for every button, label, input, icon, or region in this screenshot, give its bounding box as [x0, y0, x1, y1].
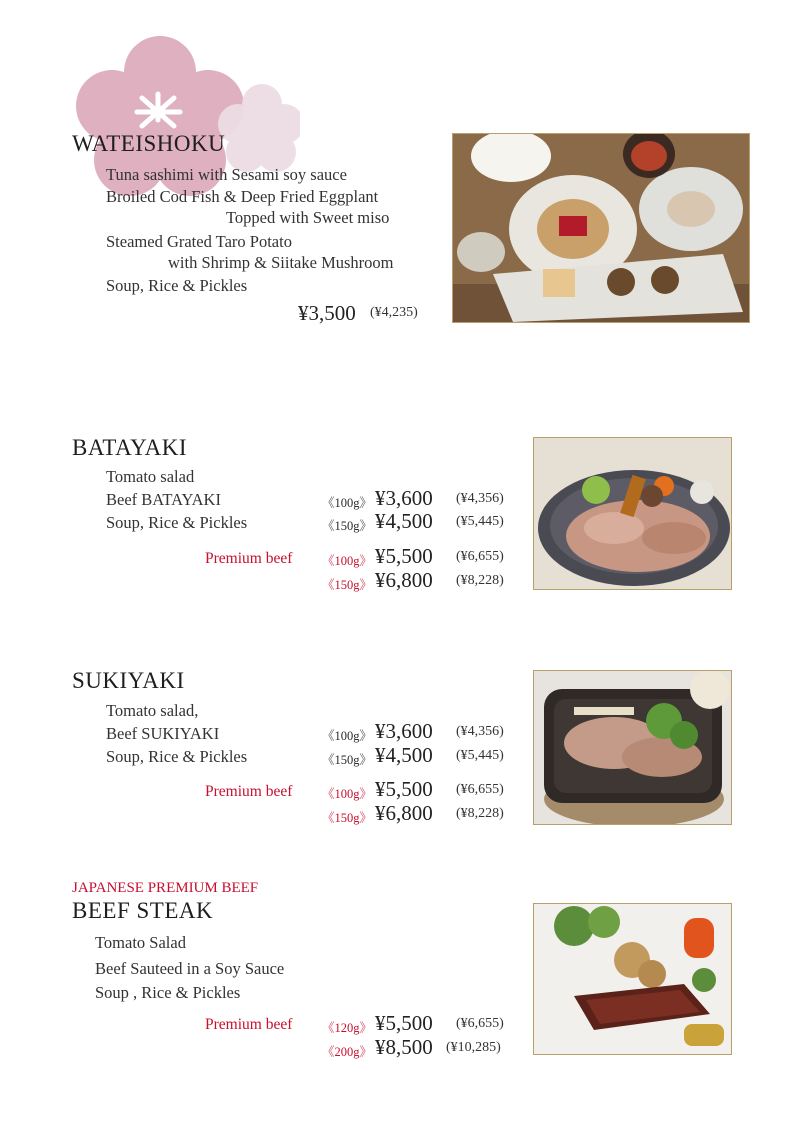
- batayaki-line-3: Soup, Rice & Pickles: [106, 513, 248, 532]
- steak-price-1: ¥5,500: [375, 1011, 433, 1035]
- sukiyaki-line-2: Beef SUKIYAKI: [106, 724, 220, 743]
- sukiyaki-line-1: Tomato salad,: [106, 701, 199, 720]
- batayaki-price-2: ¥4,500: [375, 509, 433, 533]
- steak-premium-label: Premium beef: [205, 1016, 293, 1033]
- steak-tax-1: (¥6,655): [456, 1016, 504, 1031]
- sukiyaki-tax-3: (¥6,655): [456, 782, 504, 797]
- sukiyaki-title: SUKIYAKI: [72, 668, 185, 693]
- batayaki-line-2: Beef BATAYAKI: [106, 490, 221, 509]
- sukiyaki-weight-1: 《100g》: [322, 729, 373, 743]
- wateishoku-line-5: with Shrimp & Siitake Mushroom: [168, 253, 394, 272]
- batayaki-price-3: ¥5,500: [375, 544, 433, 568]
- batayaki-weight-1: 《100g》: [322, 496, 373, 510]
- sukiyaki-line-3: Soup, Rice & Pickles: [106, 747, 248, 766]
- wateishoku-line-3: Topped with Sweet miso: [226, 208, 390, 227]
- batayaki-weight-4: 《150g》: [322, 578, 373, 592]
- batayaki-line-1: Tomato salad: [106, 467, 195, 486]
- sukiyaki-tax-1: (¥4,356): [456, 724, 504, 739]
- steak-weight-2: 《200g》: [322, 1045, 373, 1059]
- wateishoku-price: ¥3,500: [298, 301, 356, 325]
- wateishoku-line-6: Soup, Rice & Pickles: [106, 276, 248, 295]
- batayaki-weight-3: 《100g》: [322, 554, 373, 568]
- sukiyaki-price-3: ¥5,500: [375, 777, 433, 801]
- sukiyaki-weight-4: 《150g》: [322, 811, 373, 825]
- steak-kicker: JAPANESE PREMIUM BEEF: [72, 880, 259, 896]
- sukiyaki-price-2: ¥4,500: [375, 743, 433, 767]
- wateishoku-line-2: Broiled Cod Fish & Deep Fried Eggplant: [106, 187, 379, 206]
- wateishoku-tax-price: (¥4,235): [370, 305, 418, 320]
- wateishoku-photo: [452, 133, 750, 323]
- sukiyaki-photo: [533, 670, 732, 825]
- batayaki-tax-3: (¥6,655): [456, 549, 504, 564]
- sukiyaki-tax-2: (¥5,445): [456, 748, 504, 763]
- steak-weight-1: 《120g》: [322, 1021, 373, 1035]
- steak-price-2: ¥8,500: [375, 1035, 433, 1059]
- batayaki-tax-2: (¥5,445): [456, 514, 504, 529]
- sukiyaki-tax-4: (¥8,228): [456, 806, 504, 821]
- steak-line-1: Tomato Salad: [95, 933, 186, 952]
- steak-line-3: Soup , Rice & Pickles: [95, 983, 241, 1002]
- sukiyaki-weight-3: 《100g》: [322, 787, 373, 801]
- steak-photo: [533, 903, 732, 1055]
- sukiyaki-price-1: ¥3,600: [375, 719, 433, 743]
- batayaki-price-4: ¥6,800: [375, 568, 433, 592]
- batayaki-price-1: ¥3,600: [375, 486, 433, 510]
- wateishoku-line-1: Tuna sashimi with Sesami soy sauce: [106, 165, 347, 184]
- wateishoku-title: WATEISHOKU: [72, 131, 226, 156]
- sukiyaki-premium-label: Premium beef: [205, 783, 293, 800]
- steak-line-2: Beef Sauteed in a Soy Sauce: [95, 959, 285, 978]
- batayaki-photo: [533, 437, 732, 590]
- sukiyaki-weight-2: 《150g》: [322, 753, 373, 767]
- steak-tax-2: (¥10,285): [446, 1040, 501, 1055]
- batayaki-weight-2: 《150g》: [322, 519, 373, 533]
- sukiyaki-price-4: ¥6,800: [375, 801, 433, 825]
- batayaki-tax-4: (¥8,228): [456, 573, 504, 588]
- wateishoku-line-4: Steamed Grated Taro Potato: [106, 232, 292, 251]
- batayaki-premium-label: Premium beef: [205, 550, 293, 567]
- steak-title: BEEF STEAK: [72, 898, 214, 923]
- batayaki-title: BATAYAKI: [72, 435, 188, 460]
- batayaki-tax-1: (¥4,356): [456, 491, 504, 506]
